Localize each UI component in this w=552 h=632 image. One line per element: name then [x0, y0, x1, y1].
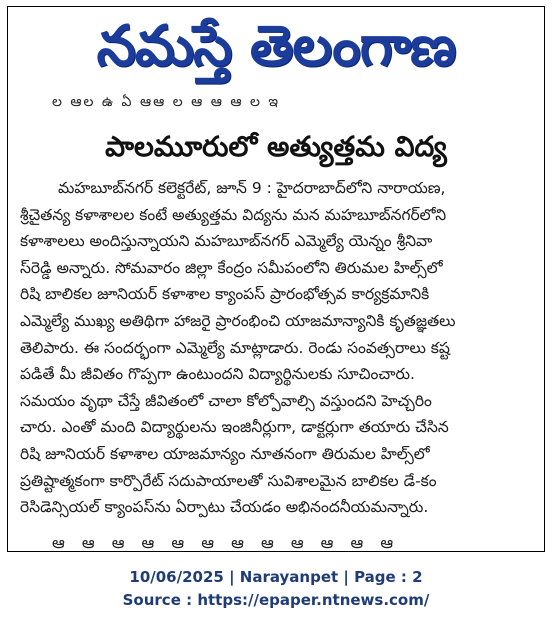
article-line: రిషి బాలికల జూనియర్ కళాశాల క్యాంపస్ ప్రారంభోత్సవ కార్యక్రమానికి	[20, 285, 430, 304]
article-line: రిషి జూనియర్ కళాశాల యాజమాన్యం నూతనంగా తిరుమల హిల్స్‌లో	[20, 444, 430, 463]
footer-date-edition-page: 10/06/2025 | Narayanpet | Page : 2	[129, 568, 423, 586]
newspaper-masthead: నమస్తే తెలంగాణ	[96, 14, 456, 79]
article-line: రెసిడెన్సియల్ క్యాంపస్‌ను ఏర్పాటు చేయడం అభినందనీయమన్నారు.	[20, 498, 429, 517]
article-line: తెలిపారు. ఈ సందర్భంగా ఎమ్మెల్యే మాట్లాడారు. రెండు సంవత్సరాలు కష్ట	[20, 338, 450, 357]
article-line: కళాశాలలు అందిస్తున్నాయని మహబూబ్‌నగర్ ఎమ్మెల్యే యెన్నం శ్రీనివా	[20, 232, 433, 251]
clipped-previous-article-line	[52, 93, 482, 109]
article-line: మహబూబ్‌నగర్ కలెక్టరేట్, జూన్ 9 : హైదరాబాద్‌లోని నారాయణ,	[58, 179, 446, 197]
article-line: శ్రీచైతన్య కళాశాలల కంటే అత్యుత్తమ విద్యను మన మహబూబ్‌నగర్‌లోని	[20, 205, 447, 224]
article-line: చారు. ఎంతో మంది విద్యార్థులను ఇంజినీర్లుగా, డాక్టర్లుగా తయారు చేసిన	[20, 418, 449, 437]
article-line: ఎమ్మెల్యే ముఖ్య అతిథిగా హాజరై ప్రారంభించి యాజమాన్యానికి కృతజ్ఞతలు	[20, 311, 456, 330]
clipped-text: ల ఆల ఉ ఏ ఆఆ ల ఆ ఆ ఆ ల ఇ	[52, 94, 281, 109]
article-line: స్‌రెడ్డి అన్నారు. సోమవారం జిల్లా కేంద్రం సమీపంలోని తిరుమల హిల్స్‌లో	[20, 258, 443, 277]
article-line: పడితే మీ జీవితం గొప్పగా ఉంటుందని విద్యార్థినులకు సూచించారు.	[20, 365, 415, 384]
clipped-text: ఆ ఆ ఆ ఆ ఆ ఆ ఆ ఆ ఆ ఆ ఆ ఆ	[52, 539, 400, 551]
clipping-frame	[7, 6, 545, 552]
article-headline: పాలమూరులో అత్యుత్తమ విద్య	[105, 130, 447, 163]
article-line: ప్రతిష్టాత్మకంగా కార్పొరేట్ సదుపాయాలతో సువిశాలమైన బాలికల డే-కం	[20, 471, 437, 490]
footer-source-link[interactable]: Source : https://epaper.ntnews.com/	[122, 591, 430, 609]
article-line: సమయం వృథా చేస్తే జీవితంలో చాలా కోల్పోవాల్సి వస్తుందని హెచ్చరిం	[20, 391, 432, 410]
clipped-next-article-line	[52, 539, 532, 551]
article-body	[20, 175, 536, 521]
